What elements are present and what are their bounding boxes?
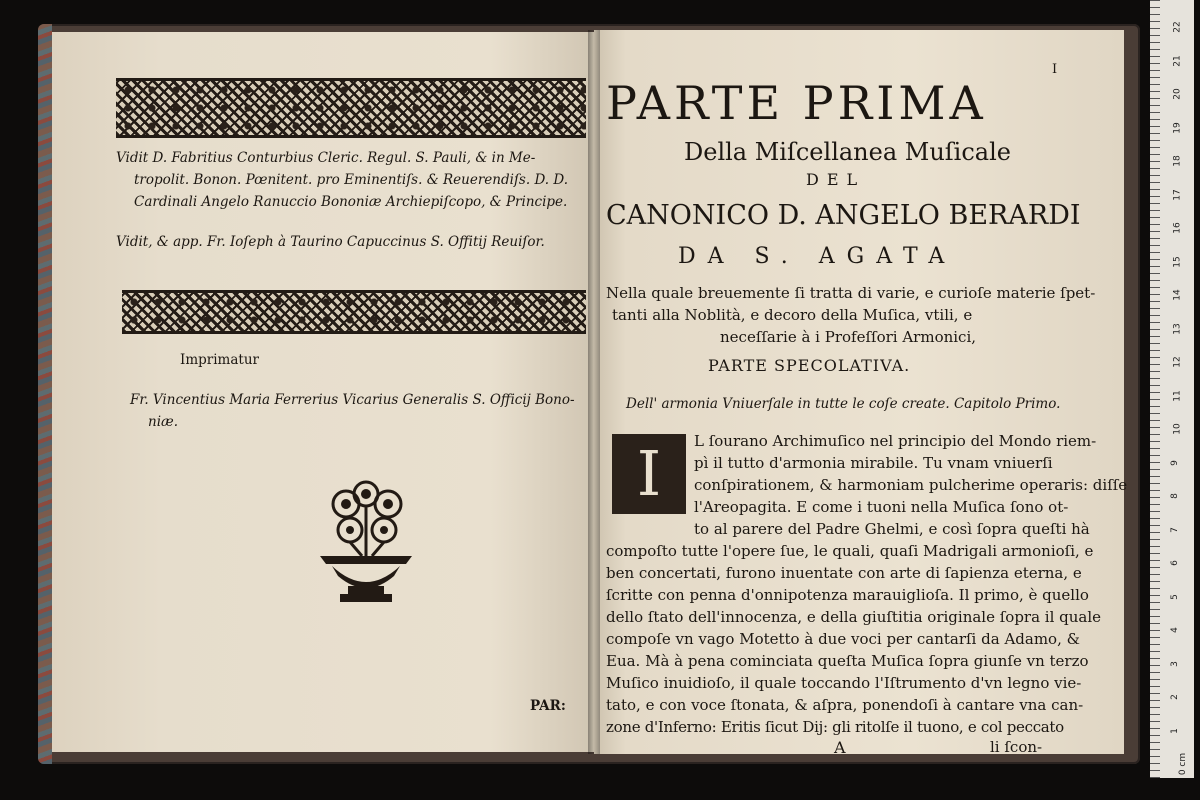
title: PARTE PRIMA	[606, 76, 987, 130]
body-line-2: pì il tutto d'armonia mirabile. Tu vnam vniuerſi	[694, 454, 1053, 472]
approbation-line-1: Vidit D. Fabritius Conturbius Cleric. Regul. S. Pauli, & in Me-	[116, 150, 536, 166]
body-line-1: L ſourano Archimuſico nel principio del Mondo riem-	[694, 432, 1097, 450]
body-line-11: Eua. Mà à pena cominciata queſta Muſica ſopra giunſe vn terzo	[606, 652, 1089, 670]
body-line-3: conſpirationem, & harmoniam pulcherime operaris: diſſe	[694, 476, 1128, 494]
ruler-number: 12	[1172, 356, 1183, 368]
ruler-number: 21	[1172, 54, 1183, 67]
description-line-2: tanti alla Noblità, e decoro della Muſica, vtili, e	[612, 306, 973, 324]
approbation-2: Vidit, & app. Fr. Ioſeph à Taurino Capuccinus S. Offitij Reuiſor.	[116, 234, 545, 250]
ruler-number: 4	[1169, 627, 1180, 633]
author: CANONICO D. ANGELO BERARDI	[606, 200, 1081, 231]
description-line-3: neceſſarie à i Profeſſori Armonici,	[720, 328, 977, 346]
ruler-number: 13	[1172, 322, 1183, 335]
ruler-number: 7	[1169, 526, 1180, 533]
ruler-number: 19	[1172, 121, 1183, 134]
approbation-line-3: Cardinali Angelo Ranuccio Bononiæ Archiepiſcopo, & Principe.	[134, 194, 568, 210]
approbation-line-2: tropolit. Bonon. Pœnitent. pro Eminentiſs. & Reuerendiſs. D. D.	[134, 172, 569, 188]
page-number: I	[1052, 62, 1058, 77]
section-heading: PARTE SPECOLATIVA.	[708, 356, 911, 375]
body-line-13: tato, e con voce ſtonata, & aſpra, ponendoſi à cantare vna can-	[606, 696, 1084, 714]
del-line: DEL	[806, 170, 866, 189]
ruler-number: 20	[1172, 88, 1183, 100]
ruler-number: 17	[1172, 188, 1183, 201]
ruler-number: 9	[1169, 459, 1180, 466]
ruler-number: 18	[1172, 155, 1183, 167]
ornament-band-middle	[122, 290, 586, 334]
subtitle: Della Miſcellanea Muſicale	[684, 138, 1011, 166]
ruler-number: 11	[1172, 389, 1183, 402]
catchword-right: li ſcon-	[990, 738, 1043, 756]
body-line-7: ben concertati, furono inuentate con arte di ſapienza eterna, e	[606, 564, 1082, 582]
imprimatur-heading: Imprimatur	[180, 352, 259, 368]
signature-mark: A	[834, 738, 846, 757]
ruler-number: 15	[1172, 255, 1183, 268]
body-line-14: zone d'Inferno: Eritis ſicut Dij: gli ritolſe il tuono, e col peccato	[606, 718, 1064, 736]
body-line-8: ſcritte con penna d'onnipotenza marauiglioſa. Il primo, è quello	[606, 586, 1089, 604]
ruler-number: 5	[1169, 593, 1180, 600]
body-line-4: l'Areopagita. E come i tuoni nella Muſica ſono ot-	[694, 498, 1069, 516]
ruler-number: 22	[1172, 21, 1183, 33]
ruler-number: 2	[1169, 694, 1180, 700]
ruler-number: 8	[1169, 493, 1180, 499]
catchword-left: PAR:	[530, 698, 566, 714]
ruler-number: 14	[1172, 289, 1183, 301]
body-line-12: Muſico inuidioſo, il quale toccando l'Iſtrumento d'vn legno vie-	[606, 674, 1082, 692]
ornament-band-top	[116, 78, 586, 138]
description-line-1: Nella quale breuemente ſi tratta di varie, e curioſe materie ſpet-	[606, 284, 1096, 302]
ruler-number: 3	[1169, 660, 1180, 667]
chapter-heading: Dell' armonia Vniuerſale in tutte le coſe create. Capitolo Primo.	[626, 396, 1061, 412]
flower-vase-woodcut	[314, 478, 418, 604]
imprimatur-line-2: niæ.	[148, 414, 178, 430]
ruler-number: 0 cm	[1178, 752, 1189, 776]
book-gutter	[588, 30, 600, 754]
ruler-number: 1	[1169, 727, 1180, 734]
body-line-10: compoſe vn vago Motetto à due voci per cantarſi da Adamo, &	[606, 630, 1080, 648]
place: DA S. AGATA	[678, 244, 957, 269]
ruler-number: 10	[1172, 423, 1183, 435]
body-line-6: compoſto tutte l'opere ſue, le quali, quaſi Madrigali armonioſi, e	[606, 542, 1094, 560]
body-line-5: to al parere del Padre Ghelmi, e così ſopra queſti hà	[694, 520, 1090, 538]
imprimatur-line-1: Fr. Vincentius Maria Ferrerius Vicarius Generalis S. Officij Bono-	[130, 392, 575, 408]
drop-cap: I	[612, 434, 686, 514]
body-line-9: dello ſtato dell'innocenza, e della giuſtitia originale ſopra il quale	[606, 608, 1102, 626]
ruler-number: 16	[1172, 222, 1183, 234]
ruler-number: 6	[1169, 560, 1180, 566]
